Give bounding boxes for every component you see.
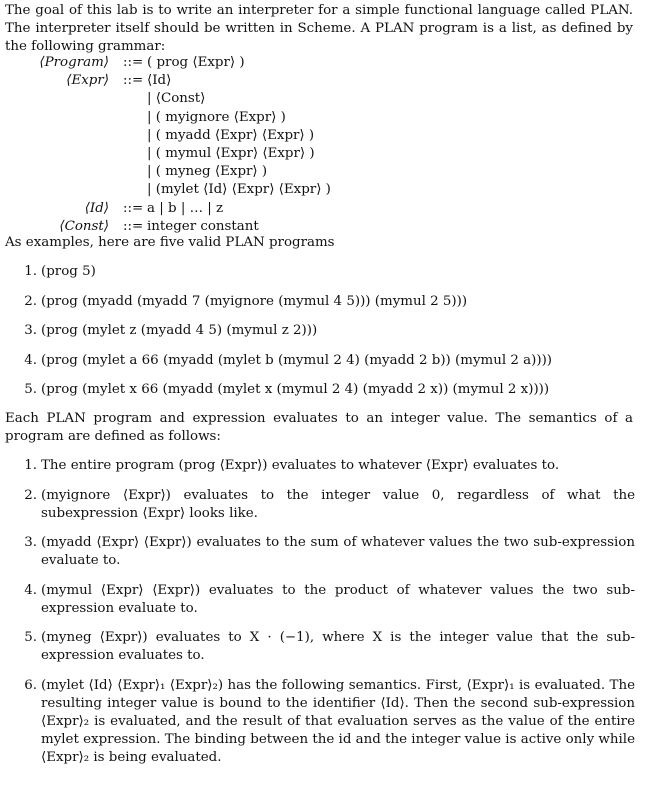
examples-intro: As examples, here are five valid PLAN programs bbox=[5, 235, 335, 250]
list-item bbox=[5, 293, 635, 323]
list-item bbox=[5, 534, 635, 570]
item-number: 5. bbox=[24, 382, 37, 398]
rule-text: (mymul ⟨Expr⟩ ⟨Expr⟩) evaluates to the product of whatever values the two sub-expression evaluate to. bbox=[41, 582, 635, 616]
item-number: 2. bbox=[24, 293, 37, 309]
examples-list bbox=[5, 263, 635, 411]
example-code: (prog (mylet x 66 (myadd (mylet x (mymul 2 4) (myadd 2 x)) (mymul 2 x)))) bbox=[41, 382, 550, 398]
item-number: 3. bbox=[24, 323, 37, 339]
list-item bbox=[5, 487, 635, 523]
rule-text: The entire program (prog ⟨Expr⟩) evaluates to whatever ⟨Expr⟩ evaluates to. bbox=[41, 458, 560, 473]
grammar-rhs: ( prog ⟨Expr⟩ ) bbox=[147, 55, 245, 70]
intro-paragraph: The goal of this lab is to write an interpreter for a simple functional language called PLAN. The interpreter itself should be written in Scheme. A PLAN program is a list, as defined by the following grammar: bbox=[5, 3, 633, 54]
grammar-rhs: | ⟨Const⟩ bbox=[147, 91, 206, 107]
grammar-op: ::= bbox=[123, 55, 144, 70]
rule-text: (myneg ⟨Expr⟩) evaluates to X · (−1), where X is the integer value that the sub-expression evaluates to. bbox=[41, 630, 635, 663]
list-item bbox=[5, 352, 635, 382]
grammar-rule bbox=[5, 90, 635, 108]
example-code: (prog (mylet a 66 (myadd (mylet b (mymul 2 4) (myadd 2 b)) (mymul 2 a)))) bbox=[41, 352, 553, 368]
list-item bbox=[5, 629, 635, 665]
item-number: 4. bbox=[24, 582, 37, 598]
example-code: (prog (mylet z (myadd 4 5) (mymul z 2))) bbox=[41, 323, 318, 339]
grammar-op: ::= bbox=[123, 200, 144, 216]
rule-text: (myadd ⟨Expr⟩ ⟨Expr⟩) evaluates to the sum of whatever values the two sub-expression evaluate to. bbox=[41, 535, 635, 568]
grammar-lhs: ⟨Const⟩ bbox=[59, 218, 109, 234]
grammar-rule bbox=[5, 127, 635, 145]
grammar-lhs: ⟨Expr⟩ bbox=[66, 73, 109, 89]
example-code: (prog (myadd (myadd 7 (myignore (mymul 4 5))) (mymul 2 5))) bbox=[41, 293, 468, 309]
example-code: (prog 5) bbox=[41, 264, 96, 279]
rule-text: (myignore ⟨Expr⟩) evaluates to the integer value 0, regardless of what the subexpression ⟨Expr⟩ looks like. bbox=[41, 487, 635, 521]
list-item bbox=[5, 381, 635, 411]
list-item bbox=[5, 457, 635, 475]
item-number: 4. bbox=[24, 352, 37, 368]
grammar-rule bbox=[5, 109, 635, 127]
grammar-rule bbox=[5, 54, 635, 72]
item-number: 2. bbox=[24, 487, 37, 503]
grammar-rule bbox=[5, 200, 635, 218]
grammar-rhs: integer constant bbox=[147, 218, 259, 234]
grammar-op: ::= bbox=[123, 218, 144, 234]
semantics-list bbox=[5, 457, 635, 778]
list-item bbox=[5, 677, 635, 767]
grammar-rhs: | ( mymul ⟨Expr⟩ ⟨Expr⟩ ) bbox=[147, 145, 315, 161]
grammar-rule bbox=[5, 145, 635, 163]
grammar-rhs: ⟨Id⟩ bbox=[147, 73, 172, 89]
grammar-rhs: | (mylet ⟨Id⟩ ⟨Expr⟩ ⟨Expr⟩ ) bbox=[147, 182, 331, 198]
list-item bbox=[5, 582, 635, 618]
list-item bbox=[5, 322, 635, 352]
grammar-rhs: | ( myneg ⟨Expr⟩ ) bbox=[147, 164, 268, 180]
grammar-rhs: a | b | … | z bbox=[147, 200, 224, 216]
rule-text: (mylet ⟨Id⟩ ⟨Expr⟩₁ ⟨Expr⟩₂) has the following semantics. First, ⟨Expr⟩₁ is evaluated. The resulting integer value is bound to the identifier ⟨Id⟩. Then the second sub-expression ⟨Expr⟩₂ is evaluated, and the result of that evaluation serves as the value of the entire mylet expression. The binding between the id and the integer value is active only while ⟨Expr⟩₂ is being evaluated. bbox=[41, 677, 635, 765]
list-item bbox=[5, 263, 635, 293]
grammar-rhs: | ( myadd ⟨Expr⟩ ⟨Expr⟩ ) bbox=[147, 127, 315, 143]
semantics-intro: Each PLAN program and expression evaluates to an integer value. The semantics of a program are defined as follows: bbox=[5, 411, 633, 444]
grammar-op: ::= bbox=[123, 73, 144, 89]
grammar-rule bbox=[5, 163, 635, 181]
grammar-rule bbox=[5, 181, 635, 199]
grammar-lhs: ⟨Id⟩ bbox=[84, 200, 109, 216]
item-number: 1. bbox=[24, 264, 37, 279]
grammar-block bbox=[5, 54, 635, 236]
grammar-rule bbox=[5, 72, 635, 90]
item-number: 1. bbox=[24, 458, 37, 473]
item-number: 3. bbox=[24, 535, 37, 550]
grammar-lhs: ⟨Program⟩ bbox=[39, 55, 109, 70]
item-number: 6. bbox=[24, 677, 37, 693]
item-number: 5. bbox=[24, 630, 37, 645]
grammar-rhs: | ( myignore ⟨Expr⟩ ) bbox=[147, 109, 286, 125]
